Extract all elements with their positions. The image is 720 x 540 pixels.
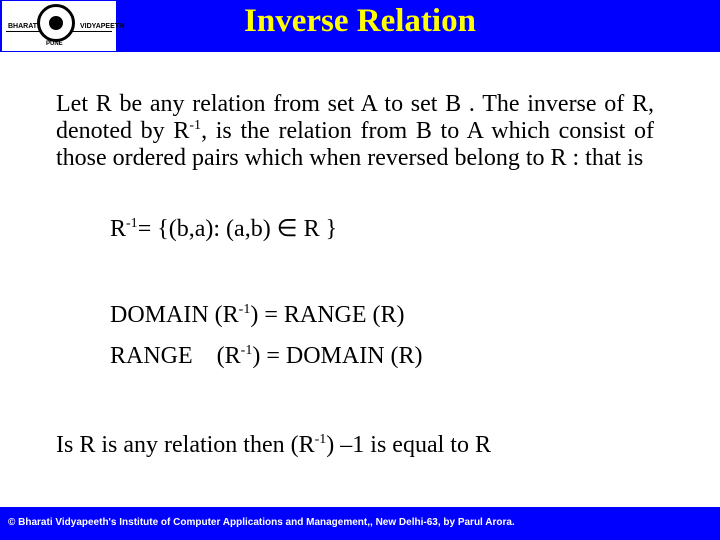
paragraph-text-start: Let R be any relation from set A to set B . The inverse of R, denoted by R — [56, 91, 654, 144]
definition-paragraph — [56, 91, 654, 172]
logo-emblem-icon — [37, 4, 75, 42]
logo-bottom-text: PUNE — [46, 41, 63, 47]
definition-rest: = {(b,a): (a,b) ∈ R } — [137, 216, 338, 242]
range-line-superscript: -1 — [240, 343, 253, 358]
range-line-pre: RANGE (R — [110, 343, 241, 369]
footer-credit: © Bharati Vidyapeeth's Institute of Computer Applications and Management,, New Delhi-63, by Parul Arora. — [8, 517, 515, 528]
question-line-superscript: -1 — [314, 432, 327, 447]
question-line-pre: Is R is any relation then (R — [56, 432, 315, 458]
inverse-definition — [110, 214, 337, 243]
domain-line-superscript: -1 — [238, 302, 251, 317]
paragraph-text-end: , is the relation from B to A which consist of those ordered pairs which when reversed belong to R : that is — [56, 118, 655, 171]
question-line-post: ) –1 is equal to R — [326, 432, 491, 458]
logo-right-text: VIDYAPEETH — [80, 23, 125, 30]
definition-base: R — [110, 216, 127, 242]
domain-line-pre: DOMAIN (R — [110, 302, 239, 328]
domain-line — [110, 302, 405, 329]
slide-title: Inverse Relation — [244, 3, 476, 39]
domain-line-post: ) = RANGE (R) — [250, 302, 405, 328]
institute-logo — [2, 1, 125, 51]
range-line-post: ) = DOMAIN (R) — [252, 343, 423, 369]
paragraph-superscript: -1 — [189, 118, 202, 133]
definition-superscript: -1 — [126, 216, 138, 231]
footer-bar — [0, 507, 720, 540]
header-bar — [0, 0, 720, 52]
logo-left-text: BHARATI — [8, 23, 39, 30]
question-line — [56, 432, 491, 459]
range-line — [110, 343, 423, 370]
